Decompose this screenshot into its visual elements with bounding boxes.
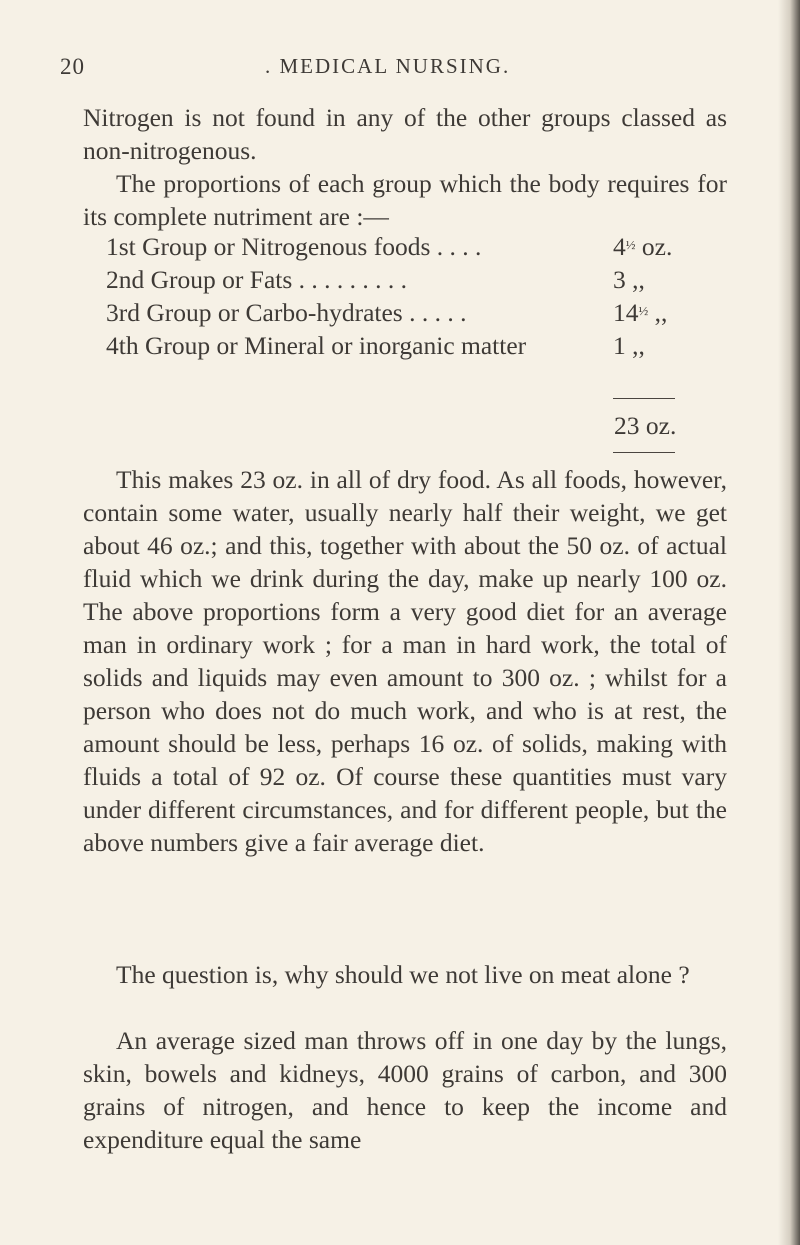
row-label: 4th Group or Mineral or inorganic matter bbox=[106, 331, 527, 360]
page-edge-shadow bbox=[778, 0, 800, 1245]
table-row bbox=[0, 265, 800, 298]
sum-rule-bottom bbox=[613, 452, 675, 453]
nutrient-table bbox=[0, 232, 800, 407]
table-row bbox=[0, 232, 800, 265]
table-total: 23 oz. bbox=[614, 411, 677, 440]
paragraph-proportions: The proportions of each group which the body requires for its complete nutriment are :— bbox=[83, 169, 727, 231]
row-label: 1st Group or Nitrogenous foods . . . . bbox=[106, 232, 482, 261]
row-label: 2nd Group or Fats . . . . . . . . . bbox=[106, 265, 408, 294]
page-number: 20 bbox=[60, 54, 85, 79]
row-amount: 14½ ,, bbox=[613, 298, 668, 327]
paragraph-question: The question is, why should we not live on meat alone ? bbox=[116, 960, 690, 989]
paragraph-carbon: An average sized man throws off in one day by the lungs, skin, bowels and kidneys, 4000 grains of carbon, and 300 grains of nitrogen, and hence to keep the income and expenditure equal the same bbox=[83, 1026, 727, 1154]
paragraph-diet: This makes 23 oz. in all of dry food. As all foods, however, contain some water, usually nearly half their weight, we get about 46 oz.; and this, together with about the 50 oz. of actual fluid which we drink during the day, make up nearly 100 oz. The above proportions form a very good diet for an average man in ordinary work ; for a man in hard work, the total of solids and liquids may even amount to 300 oz. ; whilst for a person who does not do much work, and who is at rest, the amount should be less, perhaps 16 oz. of solids, making with fluids a total of 92 oz. Of course these quantities must vary under different circumstances, and for different people, but the above numbers give a fair average diet. bbox=[83, 465, 727, 857]
table-row bbox=[0, 298, 800, 331]
row-amount: 4½ oz. bbox=[613, 232, 673, 261]
sum-rule-top bbox=[613, 398, 675, 399]
row-amount: 1 ,, bbox=[613, 331, 645, 360]
page-header bbox=[0, 54, 800, 88]
running-title: . MEDICAL NURSING. bbox=[265, 54, 511, 78]
row-amount: 3 ,, bbox=[613, 265, 645, 294]
table-row bbox=[0, 331, 800, 364]
fraction: ½ bbox=[638, 303, 649, 318]
paragraph-nitrogen: Nitrogen is not found in any of the other groups classed as non-nitrogenous. bbox=[83, 103, 727, 165]
fraction: ½ bbox=[625, 237, 636, 252]
row-label: 3rd Group or Carbo-hydrates . . . . . bbox=[106, 298, 467, 327]
